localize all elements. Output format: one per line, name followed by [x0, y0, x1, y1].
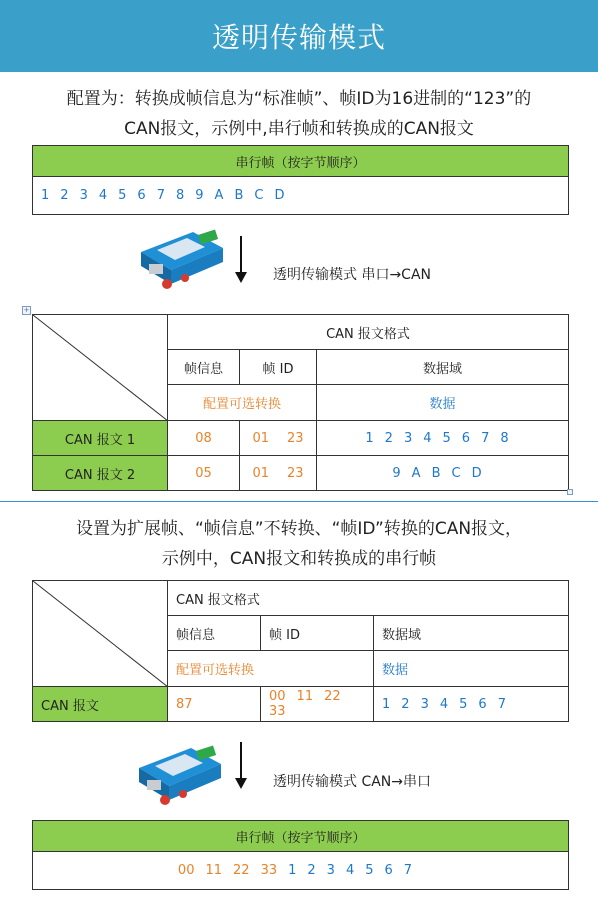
byte-value: 2 [384, 430, 393, 446]
section1-desc-line1: 配置为：转换成帧信息为“标准帧”、帧ID为16进制的“123”的 [66, 89, 532, 109]
byte-value: 00 [177, 863, 195, 878]
serial-frame-header: 串行帧（按字节顺序） [33, 146, 569, 177]
config-optional-label: 配置可选转换 [168, 651, 374, 687]
id-byte: 23 [287, 430, 304, 446]
byte-value: 4 [439, 696, 449, 712]
col-data: 数据域 [317, 350, 569, 385]
can-format-table-1 [32, 314, 569, 491]
byte-value: 7 [481, 430, 490, 446]
byte-value: 8 [500, 430, 509, 446]
frame-info-value: 08 [168, 421, 240, 456]
data-bytes [317, 456, 569, 491]
mode-label-2: 透明传输模式 CAN→串口 [273, 774, 432, 790]
data-bytes [317, 421, 569, 456]
down-arrow-icon [233, 742, 249, 794]
byte-value: 6 [137, 188, 146, 203]
byte-value: 9 [392, 465, 401, 481]
byte-value: 22 [324, 689, 341, 704]
col-data: 数据域 [374, 616, 569, 651]
byte-value: 2 [401, 696, 410, 712]
col-frame-info: 帧信息 [168, 616, 261, 651]
down-arrow-icon [233, 236, 249, 288]
frame-id-value [261, 687, 374, 722]
byte-value: 7 [497, 696, 506, 712]
byte-value: 22 [233, 863, 250, 878]
col-frame-id: 帧 ID [240, 350, 317, 385]
row-label: CAN 报文 1 [33, 421, 168, 456]
byte-value: 33 [269, 704, 286, 719]
byte-value: D [471, 465, 482, 481]
id-byte: 01 [252, 430, 269, 446]
byte-value: 1 [382, 696, 391, 712]
byte-value: 5 [442, 430, 451, 446]
data-label: 数据 [317, 385, 569, 421]
byte-value: C [451, 465, 461, 481]
byte-value: 4 [98, 188, 108, 203]
page-title: 透明传输模式 [0, 0, 598, 72]
byte-value: B [234, 188, 244, 203]
serial-frame-table-2 [32, 820, 569, 890]
serial-bytes-row [33, 177, 569, 215]
byte-value: B [431, 465, 441, 481]
byte-value: 8 [175, 188, 185, 203]
byte-value: 9 [195, 188, 204, 203]
byte-value: 3 [420, 696, 429, 712]
frame-info-value: 87 [168, 687, 261, 722]
frame-id-value [240, 456, 317, 491]
frame-info-value: 05 [168, 456, 240, 491]
byte-value: 6 [461, 430, 471, 446]
byte-value: 2 [60, 188, 69, 203]
row-label: CAN 报文 2 [33, 456, 168, 491]
byte-value: 4 [345, 863, 355, 878]
diagonal-cell [33, 581, 168, 687]
row-label: CAN 报文 [33, 687, 168, 722]
converter-device-image [135, 222, 227, 296]
table-row [33, 421, 569, 456]
byte-value: 7 [156, 188, 165, 203]
id-byte: 23 [287, 465, 304, 481]
byte-value: A [411, 465, 421, 481]
byte-value: 1 [41, 188, 50, 203]
frame-id-value [240, 421, 317, 456]
section2-description [0, 514, 598, 574]
byte-value: 11 [205, 863, 223, 878]
byte-value: 3 [403, 430, 413, 446]
byte-value: A [214, 188, 224, 203]
section2-desc-line1: 设置为扩展帧、“帧信息”不转换、“帧ID”转换的CAN报文， [75, 519, 523, 539]
can-format-header: CAN 报文格式 [168, 581, 569, 616]
table-move-handle-icon[interactable]: + [23, 306, 30, 314]
config-optional-label: 配置可选转换 [168, 385, 317, 421]
byte-value: 6 [478, 696, 487, 712]
mode-label-1: 透明传输模式 串口→CAN [273, 267, 432, 283]
can-format-table-2 [32, 580, 569, 722]
byte-value: 7 [403, 863, 413, 878]
col-frame-id: 帧 ID [261, 616, 374, 651]
section1-desc-line2: CAN报文，示例中,串行帧和转换成的CAN报文 [124, 119, 474, 139]
byte-value: 5 [365, 863, 374, 878]
byte-value: 33 [260, 863, 278, 878]
table-row [33, 456, 569, 491]
byte-value: 2 [307, 863, 316, 878]
converter-device-image [133, 738, 225, 812]
byte-value: 1 [365, 430, 374, 446]
section2-desc-line2: 示例中，CAN报文和转换成的串行帧 [161, 549, 437, 569]
id-byte: 01 [252, 465, 269, 481]
byte-value: 6 [384, 863, 393, 878]
byte-value: 00 [269, 689, 286, 704]
byte-value: 3 [79, 188, 88, 203]
col-frame-info: 帧信息 [168, 350, 240, 385]
byte-value: 11 [296, 689, 314, 704]
section-divider [0, 501, 598, 502]
data-label: 数据 [374, 651, 569, 687]
data-bytes [374, 687, 569, 722]
table-resize-handle[interactable] [567, 489, 573, 495]
table-row [33, 687, 569, 722]
serial-frame-table-1 [32, 145, 569, 215]
byte-value: 4 [423, 430, 432, 446]
section1-description [0, 84, 598, 144]
byte-value: 5 [459, 696, 468, 712]
diagonal-cell [33, 315, 168, 421]
byte-value: D [274, 188, 285, 203]
byte-value: 1 [288, 863, 297, 878]
byte-value: C [254, 188, 264, 203]
serial-frame-header: 串行帧（按字节顺序） [33, 821, 569, 852]
byte-value: 5 [118, 188, 127, 203]
can-format-header: CAN 报文格式 [168, 315, 569, 350]
serial-bytes-row [33, 852, 569, 890]
byte-value: 3 [326, 863, 335, 878]
